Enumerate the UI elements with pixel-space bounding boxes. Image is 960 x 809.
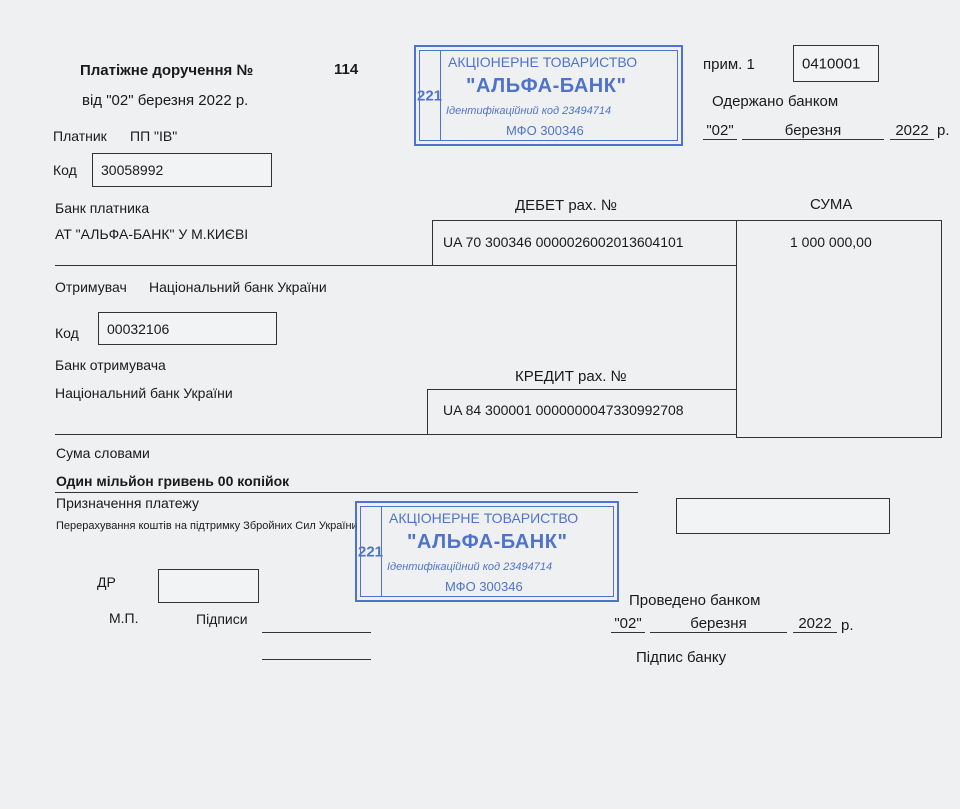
received-month: березня [742, 122, 884, 140]
stamp-line-2-2: "АЛЬФА-БАНК" [407, 531, 568, 553]
credit-top-line [427, 389, 736, 390]
debit-left-line [432, 220, 433, 265]
recipient-code-box [98, 312, 277, 345]
document-number: 114 [334, 61, 359, 78]
payer-bank-label: Банк платника [55, 200, 150, 216]
signature-line-2 [262, 659, 371, 660]
stamp-number: 221 [416, 87, 443, 104]
payer-bank-name: АТ "АЛЬФА-БАНК" У М.КИЄВІ [55, 226, 249, 242]
amount-label: СУМА [810, 196, 853, 213]
stamp-line-3: Ідентифікаційний код 23494714 [446, 105, 612, 117]
processed-month: березня [650, 615, 787, 633]
credit-label: КРЕДИТ рах. № [515, 368, 627, 385]
received-year-suffix: р. [937, 122, 950, 139]
debit-label: ДЕБЕТ рах. № [515, 197, 617, 214]
received-year: 2022 [890, 122, 934, 140]
credit-left-line [427, 389, 428, 434]
prim-label: прим. 1 [703, 56, 755, 73]
debit-account: UA 70 300346 0000026002013604101 [443, 234, 684, 250]
amount-right-line [941, 220, 942, 438]
words-underline [55, 492, 638, 493]
stamp-line-3-2: Ідентифікаційний код 23494714 [387, 561, 553, 573]
payer-code: 30058992 [101, 162, 164, 178]
recipient-bottom-line [55, 434, 736, 435]
recipient-bank-label: Банк отримувача [55, 357, 166, 373]
processed-year: 2022 [793, 615, 837, 633]
words-value: Один мільйон гривень 00 копійок [56, 473, 290, 489]
stamp-line-4: МФО 300346 [506, 123, 584, 138]
processed-year-suffix: р. [841, 617, 854, 634]
form-code: 0410001 [802, 55, 861, 72]
amount-left-line [736, 220, 737, 438]
credit-account: UA 84 300001 0000000047330992708 [443, 402, 684, 418]
payer-name: ПП "ІВ" [130, 128, 178, 144]
dr-label: ДР [97, 574, 116, 590]
words-label: Сума словами [56, 445, 150, 461]
processed-label: Проведено банком [629, 592, 761, 609]
stamp-line-2: "АЛЬФА-БАНК" [466, 75, 627, 97]
table-top-line [432, 220, 942, 221]
bank-stamp-bottom [355, 501, 619, 602]
recipient-bank-name: Національний банк України [55, 385, 233, 401]
recipient-label: Отримувач [55, 279, 127, 295]
processed-day: "02" [611, 615, 645, 633]
payer-code-label: Код [53, 162, 77, 178]
received-day: "02" [703, 122, 737, 140]
bank-stamp-top [414, 45, 683, 146]
signature-line-1 [262, 632, 371, 633]
recipient-code: 00032106 [107, 320, 170, 337]
signatures-label: Підписи [196, 611, 248, 627]
amount-value: 1 000 000,00 [790, 234, 872, 250]
stamp-number-2: 221 [357, 543, 384, 560]
dr-box [158, 569, 259, 603]
payer-code-box [92, 153, 272, 187]
stamp-line-1-2: АКЦІОНЕРНЕ ТОВАРИСТВО [389, 510, 579, 526]
purpose-value: Перерахування коштів на підтримку Збройних Сил України [56, 520, 358, 532]
bank-signature-label: Підпис банку [636, 649, 727, 666]
payer-bottom-line [55, 265, 736, 266]
recipient-code-label: Код [55, 325, 79, 341]
stamp-line-4-2: МФО 300346 [445, 579, 523, 594]
mp-label: М.П. [109, 610, 139, 626]
recipient-name: Національний банк України [149, 279, 327, 295]
received-label: Одержано банком [712, 93, 839, 110]
form-code-box [793, 45, 879, 82]
payer-label: Платник [53, 128, 107, 144]
purpose-side-box [676, 498, 890, 534]
amount-bottom-line [736, 437, 941, 438]
document-title: Платіжне доручення № [80, 62, 254, 79]
stamp-line-1: АКЦІОНЕРНЕ ТОВАРИСТВО [448, 54, 638, 70]
purpose-label: Призначення платежу [56, 495, 199, 511]
document-date: від "02" березня 2022 р. [82, 92, 249, 109]
